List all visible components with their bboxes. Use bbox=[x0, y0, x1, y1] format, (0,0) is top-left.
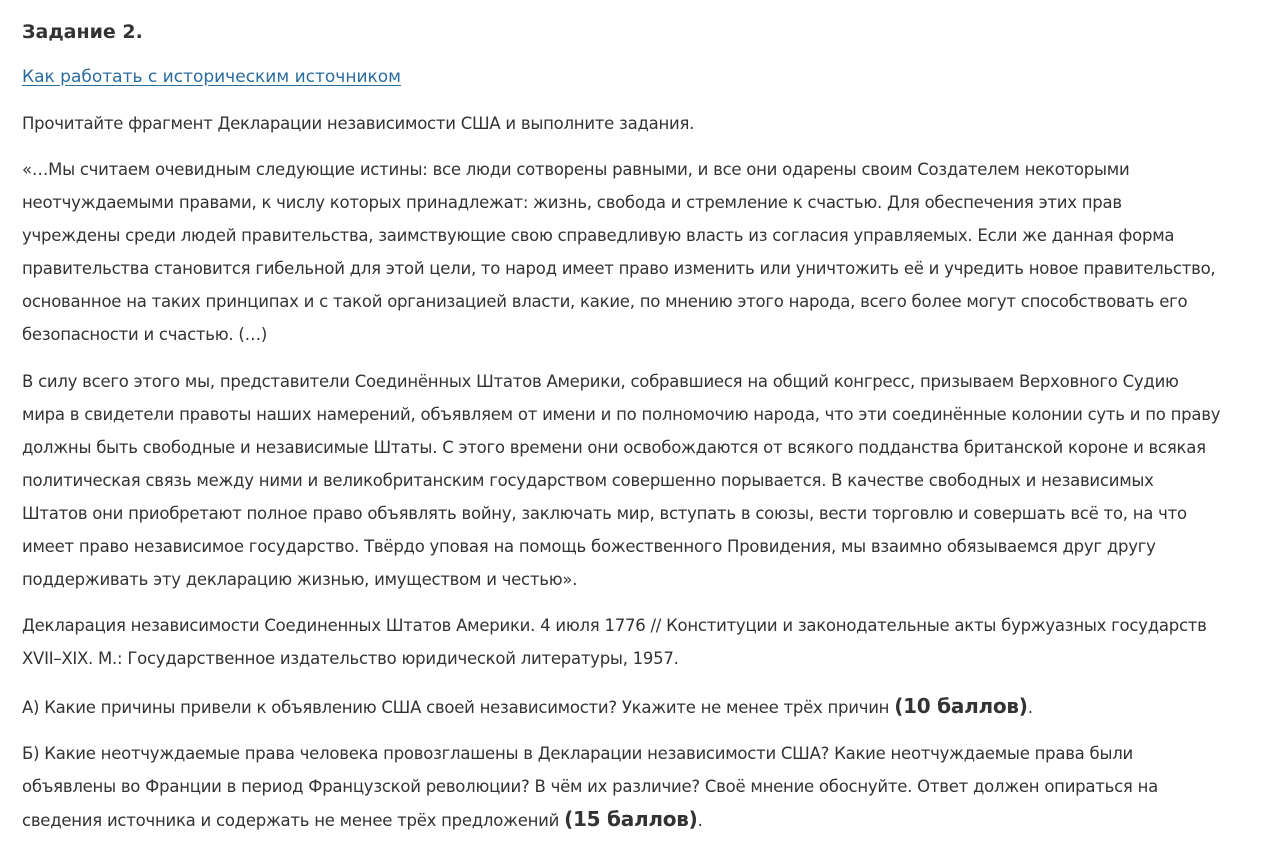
declaration-quote-paragraph-2: В силу всего этого мы, представители Соединённых Штатов Америки, собравшиеся на общий конгресс, призываем Верховного Судию мира в свидетели правоты наших намерений, объявляем от имени и по полномочию народа, что эти соединённые колонии суть и по праву должны быть свободные и независимые Штаты. С этого времени они освобождаются от всякого подданства британской короне и всякая политическая связь между ними и великобританским государством совершенно порывается. В качестве свободных и независимых Штатов они приобретают полное право объявлять войну, заключать мир, вступать в союзы, вести торговлю и совершать всё то, на что имеет право независимое государство. Твёрдо уповая на помощь божественного Провидения, мы взаимно обязываемся друг другу поддерживать эту декларацию жизнью, имуществом и честью». bbox=[22, 372, 1221, 589]
question-b-score: (15 баллов) bbox=[564, 807, 698, 831]
source-citation: Декларация независимости Соединенных Штатов Америки. 4 июля 1776 // Конституции и законодательные акты буржуазных государств XVII–XIX. М.: Государственное издательство юридической литературы, 1957. bbox=[22, 616, 1207, 668]
question-a-score: (10 баллов) bbox=[894, 694, 1028, 718]
question-b-text: Б) Какие неотчуждаемые права человека провозглашены в Декларации независимости США? Какие неотчуждаемые права были объявлены во Франции в период Французской революции? В чём их различие? Своё мнение обоснуйте. Ответ должен опираться на сведения источника и содержать не менее трёх предложений bbox=[22, 744, 1158, 830]
declaration-quote-paragraph-1: «…Мы считаем очевидным следующие истины: все люди сотворены равными, и все они одарены своим Создателем некоторыми неотчуждаемыми правами, к числу которых принадлежат: жизнь, свобода и стремление к счастью. Для обеспечения этих прав учреждены среди людей правительства, заимствующие свою справедливую власть из согласия управляемых. Если же данная форма правительства становится гибельной для этой цели, то народ имеет право изменить или уничтожить её и учредить новое правительство, основанное на таких принципах и с такой организацией власти, какие, по мнению этого народа, всего более могут способствовать его безопасности и счастью. (…) bbox=[22, 160, 1216, 344]
question-a bbox=[22, 690, 1222, 724]
question-a-end: . bbox=[1027, 698, 1033, 717]
task-title: Задание 2. bbox=[22, 21, 143, 43]
question-b bbox=[22, 737, 1222, 837]
question-b-end: . bbox=[697, 811, 703, 830]
how-to-work-with-source-link[interactable]: Как работать с историческим источником bbox=[22, 67, 401, 87]
question-a-text: А) Какие причины привели к объявлению США своей независимости? Укажите не менее трёх причин bbox=[22, 698, 895, 717]
task-intro: Прочитайте фрагмент Декларации независимости США и выполните задания. bbox=[22, 114, 695, 133]
